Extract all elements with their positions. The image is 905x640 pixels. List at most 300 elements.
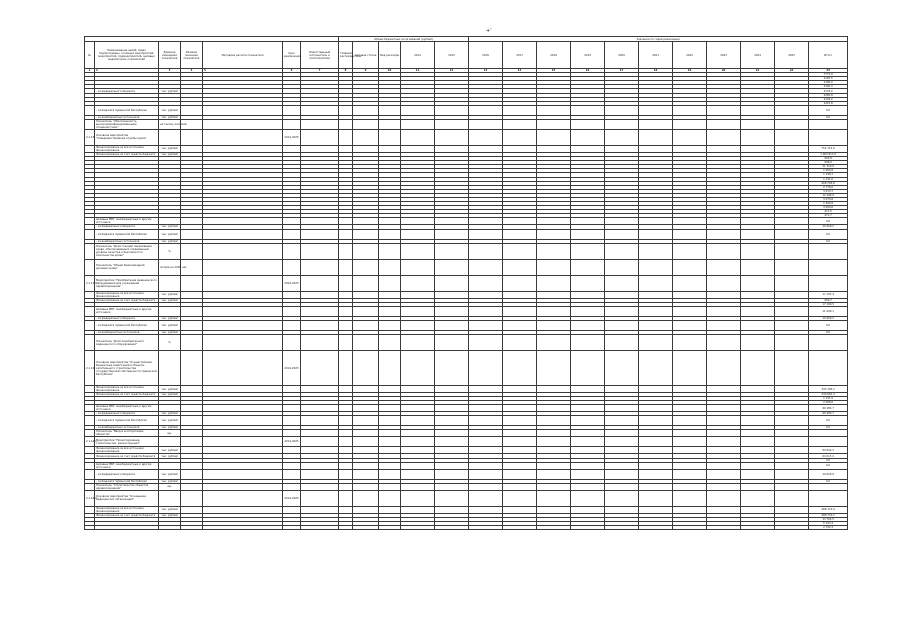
table-cell: [203, 437, 283, 447]
table-cell: [379, 490, 401, 506]
table-cell: [809, 490, 848, 506]
table-cell: [741, 243, 775, 259]
table-cell: [301, 145, 339, 152]
table-cell: 0,0: [809, 330, 848, 334]
table-cell: [181, 469, 203, 479]
column-header: Целевая статья: [353, 42, 379, 69]
table-cell: [605, 291, 639, 298]
table-cell: [353, 291, 379, 298]
table-cell: [181, 386, 203, 393]
table-cell: [537, 437, 571, 447]
table-cell: [181, 506, 203, 513]
table-cell: [537, 386, 571, 393]
table-cell: [673, 291, 707, 298]
table-cell: [203, 447, 283, 454]
table-cell: [775, 320, 809, 330]
table-cell: 2 792,3: [809, 526, 848, 530]
table-cell: [503, 483, 537, 490]
table-cell: [401, 483, 435, 490]
table-cell: [353, 320, 379, 330]
table-cell: [639, 291, 673, 298]
column-header: 2020: [605, 42, 639, 69]
table-cell: [571, 105, 605, 115]
table-cell: 11: [401, 69, 435, 73]
table-cell: [503, 506, 537, 513]
table-cell: [379, 275, 401, 291]
table-cell: [605, 145, 639, 152]
table-cell: [283, 320, 301, 330]
table-cell: [741, 145, 775, 152]
row-label-cell: Мероприятие "Приобретение медицинского оборудования для учреждений здравоохранения": [95, 275, 159, 291]
table-cell: [379, 405, 401, 412]
table-cell: [775, 526, 809, 530]
table-cell: 0,0: [809, 105, 848, 115]
table-cell: ед.: [159, 483, 181, 490]
column-header: 2025: [775, 42, 809, 69]
table-cell: 2105,5: [809, 77, 848, 81]
table-cell: [571, 259, 605, 275]
table-cell: [401, 259, 435, 275]
table-cell: [339, 218, 353, 225]
table-cell: [339, 335, 353, 351]
column-header: Наименование целей, задач подпрограммы, основных мероприятий, мероприятий, подмероприятий, целевых индикаторов, показателей: [95, 42, 159, 69]
table-cell: [707, 320, 741, 330]
table-cell: [339, 145, 353, 152]
table-cell: [401, 430, 435, 437]
column-header: Базовое значение показателя: [181, 42, 203, 69]
table-cell: [605, 218, 639, 225]
table-cell: [741, 351, 775, 386]
table-cell: [203, 351, 283, 386]
table-cell: [203, 526, 283, 530]
table-cell: [435, 416, 469, 426]
table-cell: 21 310,9: [809, 165, 848, 169]
table-cell: [401, 526, 435, 530]
table-cell: [673, 386, 707, 393]
table-row: [85, 259, 848, 275]
table-cell: [605, 469, 639, 479]
table-cell: [537, 129, 571, 145]
table-cell: [339, 462, 353, 469]
table-cell: [605, 526, 639, 530]
table-cell: [673, 437, 707, 447]
table-cell: тыс. рублей: [159, 239, 181, 243]
table-cell: [85, 447, 95, 454]
table-body: [85, 69, 848, 530]
table-cell: [469, 506, 503, 513]
table-cell: [379, 119, 401, 129]
table-cell: [469, 229, 503, 239]
table-cell: 1 005,8: [809, 169, 848, 173]
table-row: [85, 437, 848, 447]
table-cell: [605, 483, 639, 490]
table-cell: [605, 129, 639, 145]
table-cell: [353, 483, 379, 490]
table-cell: [301, 218, 339, 225]
table-cell: [283, 105, 301, 115]
table-cell: [503, 447, 537, 454]
table-cell: [537, 306, 571, 316]
table-row: [85, 129, 848, 145]
table-cell: 22: [775, 69, 809, 73]
table-cell: тыс. рублей: [159, 320, 181, 330]
table-cell: [181, 145, 203, 152]
table-cell: [537, 275, 571, 291]
table-cell: [435, 129, 469, 145]
table-cell: [339, 430, 353, 437]
table-cell: [401, 506, 435, 513]
table-cell: [435, 105, 469, 115]
table-cell: [301, 259, 339, 275]
table-row: [85, 386, 848, 393]
row-label-cell: Финансирование за счет средств бюджета: [95, 454, 159, 458]
table-cell: [339, 351, 353, 386]
table-cell: 2014-2025: [283, 351, 301, 386]
row-label-cell: - из внебюджетных источников: [95, 330, 159, 334]
table-cell: [339, 526, 353, 530]
table-cell: [435, 306, 469, 316]
table-cell: [301, 506, 339, 513]
table-cell: [605, 275, 639, 291]
table-cell: 9: [353, 69, 379, 73]
table-cell: [469, 351, 503, 386]
table-cell: [537, 430, 571, 437]
table-cell: 11 000,1: [809, 306, 848, 316]
table-cell: тыс. рублей: [159, 298, 181, 302]
table-cell: [775, 291, 809, 298]
table-cell: [339, 490, 353, 506]
table-cell: [283, 483, 301, 490]
table-cell: [673, 306, 707, 316]
table-cell: [85, 430, 95, 437]
table-cell: [353, 490, 379, 506]
table-cell: [571, 218, 605, 225]
table-cell: [339, 275, 353, 291]
table-cell: [339, 243, 353, 259]
table-cell: 2014-2025: [283, 490, 301, 506]
table-cell: 243 681,4: [809, 393, 848, 397]
row-label-cell: 2: [95, 69, 159, 73]
table-cell: 900,7: [809, 298, 848, 302]
table-cell: [203, 259, 283, 275]
table-cell: [181, 306, 203, 316]
table-cell: [301, 447, 339, 454]
table-cell: [353, 386, 379, 393]
table-cell: [639, 490, 673, 506]
table-cell: [537, 119, 571, 129]
table-cell: [571, 119, 605, 129]
table-cell: тыс. рублей: [159, 105, 181, 115]
table-cell: [203, 129, 283, 145]
table-cell: [85, 335, 95, 351]
row-label-cell: - из внебюджетных источников: [95, 115, 159, 119]
table-cell: [571, 447, 605, 454]
table-cell: [639, 526, 673, 530]
table-cell: [775, 259, 809, 275]
table-cell: [673, 351, 707, 386]
table-cell: тыс. рублей: [159, 513, 181, 517]
table-cell: [571, 462, 605, 469]
row-label-cell: Финансирование за счет средств бюджета: [95, 152, 159, 156]
table-row: [85, 145, 848, 152]
table-cell: [85, 526, 95, 530]
table-cell: [379, 462, 401, 469]
row-label-cell: Мероприятие "Проектирование, строительство, реконструкция": [95, 437, 159, 447]
table-cell: [673, 526, 707, 530]
table-cell: [469, 275, 503, 291]
table-cell: [401, 351, 435, 386]
table-row: [85, 218, 848, 225]
table-cell: 4: [181, 69, 203, 73]
table-cell: 2.1.15.: [85, 129, 95, 145]
table-cell: [775, 506, 809, 513]
table-cell: [741, 320, 775, 330]
table-cell: тыс. рублей: [159, 330, 181, 334]
table-cell: [605, 416, 639, 426]
table-cell: [159, 218, 181, 225]
row-label-cell: Показатель "Доля приобретенного медицинского оборудования": [95, 335, 159, 351]
table-cell: [159, 437, 181, 447]
table-cell: [503, 306, 537, 316]
table-cell: [469, 259, 503, 275]
table-cell: [605, 506, 639, 513]
table-cell: [283, 259, 301, 275]
table-cell: [469, 437, 503, 447]
table-cell: [181, 526, 203, 530]
table-cell: [707, 243, 741, 259]
table-cell: [353, 335, 379, 351]
table-cell: [571, 229, 605, 239]
table-cell: [673, 259, 707, 275]
table-cell: [435, 526, 469, 530]
row-label-cell: - из федерального бюджета: [95, 316, 159, 320]
table-cell: [707, 129, 741, 145]
table-cell: [605, 306, 639, 316]
table-cell: [707, 275, 741, 291]
table-cell: [809, 275, 848, 291]
table-cell: [353, 462, 379, 469]
table-cell: [571, 306, 605, 316]
table-cell: [503, 145, 537, 152]
table-cell: [353, 506, 379, 513]
table-cell: [571, 243, 605, 259]
table-cell: [775, 145, 809, 152]
table-cell: [639, 506, 673, 513]
table-cell: [707, 335, 741, 351]
table-cell: [503, 430, 537, 437]
table-cell: 1 131,0: [809, 177, 848, 181]
table-cell: литров на 1000 нас.: [159, 259, 181, 275]
table-cell: [775, 386, 809, 393]
table-cell: [181, 351, 203, 386]
table-cell: [639, 447, 673, 454]
budget-table: [84, 36, 848, 530]
table-cell: [741, 526, 775, 530]
table-cell: [775, 275, 809, 291]
table-cell: [435, 145, 469, 152]
table-cell: [469, 430, 503, 437]
table-cell: [673, 506, 707, 513]
table-cell: [401, 229, 435, 239]
table-cell: [537, 145, 571, 152]
table-cell: [809, 430, 848, 437]
table-cell: [203, 462, 283, 469]
table-cell: [741, 119, 775, 129]
table-cell: [85, 483, 95, 490]
table-cell: 0,0: [809, 239, 848, 243]
table-cell: [203, 430, 283, 437]
table-row: [85, 320, 848, 330]
table-cell: 752 713,0: [809, 145, 848, 152]
table-cell: 488 115,9: [809, 506, 848, 513]
table-cell: [571, 320, 605, 330]
table-cell: [85, 119, 95, 129]
table-cell: [283, 229, 301, 239]
table-cell: [605, 405, 639, 412]
table-cell: [435, 291, 469, 298]
table-cell: [673, 243, 707, 259]
column-header: Итого: [809, 42, 848, 69]
table-cell: [469, 483, 503, 490]
funding-group-header: Объем бюджетных ассигнований (рублей): [339, 37, 469, 42]
table-cell: [707, 405, 741, 412]
table-cell: [401, 462, 435, 469]
table-cell: [673, 462, 707, 469]
table-cell: 0,0: [809, 416, 848, 426]
table-cell: [339, 405, 353, 412]
table-cell: [809, 243, 848, 259]
table-cell: [707, 462, 741, 469]
table-cell: 10 900,2: [809, 225, 848, 229]
table-cell: 29 623,9: [809, 469, 848, 479]
table-cell: [503, 490, 537, 506]
table-cell: 0,0: [809, 320, 848, 330]
table-cell: [159, 526, 181, 530]
table-cell: 5 703,3: [809, 521, 848, 525]
table-cell: 6: [283, 69, 301, 73]
table-cell: [85, 405, 95, 412]
table-cell: [401, 218, 435, 225]
table-cell: [203, 335, 283, 351]
table-cell: [571, 506, 605, 513]
column-header: 2021: [639, 42, 673, 69]
table-cell: [707, 483, 741, 490]
table-cell: [435, 437, 469, 447]
table-cell: [571, 275, 605, 291]
table-cell: 13: [469, 69, 503, 73]
table-cell: [339, 483, 353, 490]
table-cell: [401, 243, 435, 259]
table-header: [85, 37, 848, 69]
table-cell: [605, 437, 639, 447]
table-cell: [181, 437, 203, 447]
table-cell: [809, 437, 848, 447]
table-cell: [401, 386, 435, 393]
table-cell: 20: [707, 69, 741, 73]
table-cell: [283, 416, 301, 426]
table-cell: 3: [159, 69, 181, 73]
table-cell: [673, 145, 707, 152]
table-cell: 5: [203, 69, 283, 73]
table-cell: [809, 129, 848, 145]
column-header: Главный распорядитель: [339, 42, 353, 69]
table-cell: [571, 469, 605, 479]
table-cell: 8: [339, 69, 353, 73]
table-cell: [741, 386, 775, 393]
table-cell: [379, 320, 401, 330]
table-cell: [639, 483, 673, 490]
table-cell: [283, 462, 301, 469]
table-cell: [469, 490, 503, 506]
column-header: Единица измерения показателя: [159, 42, 181, 69]
table-cell: 1190,0: [809, 81, 848, 85]
table-cell: [571, 526, 605, 530]
table-cell: [283, 386, 301, 393]
table-cell: [301, 469, 339, 479]
table-cell: тыс. рублей: [159, 229, 181, 239]
table-cell: [85, 145, 95, 152]
table-cell: [503, 105, 537, 115]
table-cell: [401, 306, 435, 316]
table-cell: [469, 386, 503, 393]
table-cell: [775, 119, 809, 129]
table-cell: [639, 386, 673, 393]
table-cell: [339, 320, 353, 330]
table-cell: [741, 129, 775, 145]
table-cell: [401, 416, 435, 426]
column-header: 2023: [707, 42, 741, 69]
table-cell: [741, 506, 775, 513]
table-cell: [301, 437, 339, 447]
row-label-cell: Целевые МБТ, межбюджетные и другие источники: [95, 405, 159, 412]
table-cell: [673, 275, 707, 291]
table-cell: [283, 291, 301, 298]
table-cell: [469, 447, 503, 454]
table-cell: [203, 483, 283, 490]
table-cell: 64 017,4: [809, 454, 848, 458]
table-cell: [181, 490, 203, 506]
table-cell: [775, 129, 809, 145]
row-label-cell: Основное мероприятие "Совершенствование службы крови": [95, 129, 159, 145]
table-cell: %: [159, 243, 181, 259]
table-cell: %: [159, 335, 181, 351]
table-cell: [775, 469, 809, 479]
table-cell: [301, 229, 339, 239]
table-cell: [537, 259, 571, 275]
table-cell: [339, 291, 353, 298]
table-cell: [301, 320, 339, 330]
table-cell: [741, 275, 775, 291]
table-cell: [571, 351, 605, 386]
table-cell: 10 900,2: [809, 316, 848, 320]
table-cell: [283, 306, 301, 316]
table-cell: [181, 447, 203, 454]
table-cell: [203, 469, 283, 479]
table-cell: [809, 483, 848, 490]
table-cell: [707, 119, 741, 129]
row-label-cell: - из бюджета Чувашской Республики: [95, 416, 159, 426]
table-cell: [379, 430, 401, 437]
table-cell: [353, 105, 379, 115]
table-cell: 1 198,7: [809, 173, 848, 177]
table-cell: [775, 351, 809, 386]
table-cell: [301, 335, 339, 351]
table-cell: [741, 490, 775, 506]
table-cell: [203, 386, 283, 393]
table-cell: [741, 105, 775, 115]
table-cell: [605, 259, 639, 275]
table-cell: [639, 129, 673, 145]
